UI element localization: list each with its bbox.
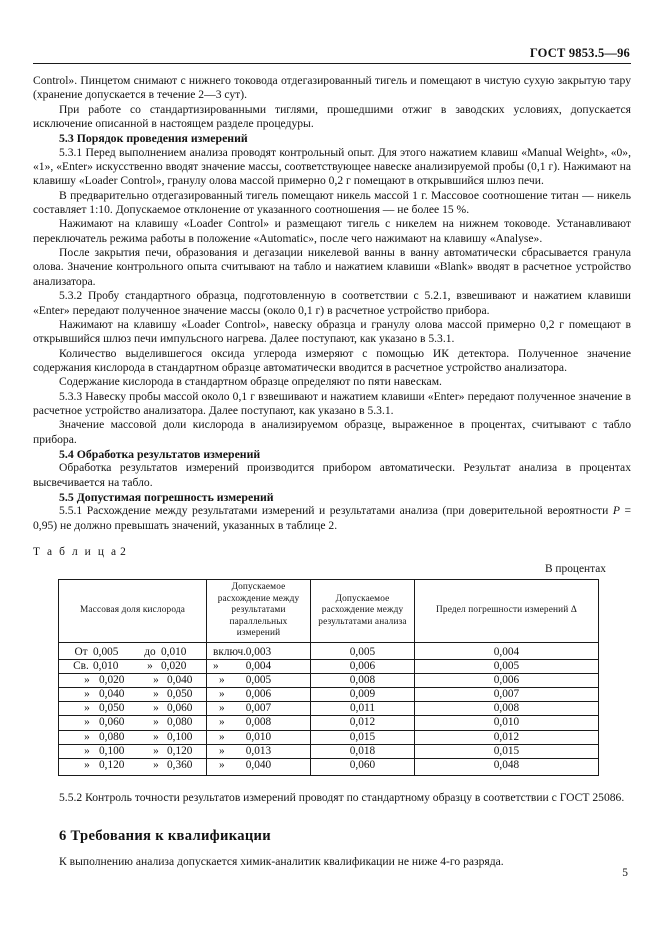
- range-prefix: »: [84, 716, 90, 729]
- column-header-parallel-divergence: Допускаемое расхождение между результатами параллельных измерений: [207, 580, 311, 643]
- paragraph-loader-sample: Нажимают на клавишу «Loader Control», навеску образца и гранулу олова массой примерно 0,2 г помещают в открывшийся шлюз печи импульсного нагрева. Далее поступают, как указано в 5.3.1.: [33, 317, 631, 346]
- cell-mass-fraction-range: [59, 758, 225, 775]
- range-separator: »: [153, 744, 159, 757]
- range-separator: »: [147, 660, 153, 673]
- section-spacer: [33, 805, 631, 826]
- paragraph-mass-fraction-readout: Значение массовой доли кислорода в анализируемом образце, выраженное в процентах, считывают с табло прибора.: [33, 418, 631, 446]
- paragraph-6-body: К выполнению анализа допускается химик-аналитик квалификации не ниже 4-го разряда.: [59, 855, 504, 869]
- range-to: 0,100: [167, 730, 193, 743]
- cell-analysis-divergence: 0,008: [311, 674, 415, 688]
- range-tail: »: [213, 660, 219, 673]
- range-separator: »: [153, 730, 159, 743]
- cell-mass-fraction-range: [59, 716, 225, 730]
- table-caption: [33, 545, 631, 559]
- cell-mass-fraction-range: [59, 642, 246, 659]
- cell-analysis-divergence: 0,006: [311, 660, 415, 674]
- paragraph-5-5-1-text-after: = 0,95) не должно превышать значений, указанных в таблице 2.: [33, 504, 631, 532]
- table-body: [59, 642, 599, 775]
- paragraph-5-3-3: 5.3.3 Навеску пробы массой около 0,1 г взвешивают и нажатием клавиши «Enter» передают полученное значение в расчетное устройство анализатора. Далее поступают, как указано в 5.3.1.: [33, 389, 631, 417]
- range-to: 0,020: [161, 660, 187, 673]
- paragraph-5-5-2: 5.5.2 Контроль точности результатов измерений проводят по стандартному образцу в соответствии с ГОСТ 25086.: [59, 790, 625, 804]
- range-tail: »: [219, 758, 225, 771]
- cell-error-limit: 0,006: [415, 674, 599, 688]
- cell-analysis-divergence: 0,012: [311, 716, 415, 730]
- cell-parallel-divergence: 0,007: [207, 702, 311, 716]
- cell-mass-fraction-range: [59, 744, 225, 758]
- cell-parallel-divergence: 0,013: [207, 744, 311, 758]
- document-body: [33, 74, 631, 870]
- table-row: [59, 642, 599, 659]
- range-separator: »: [153, 674, 159, 687]
- cell-analysis-divergence: 0,015: [311, 730, 415, 744]
- range-tail: »: [219, 688, 225, 701]
- range-prefix: От: [74, 645, 88, 658]
- table-row: [59, 660, 599, 674]
- range-tail: »: [219, 744, 225, 757]
- column-header-analysis-divergence: Допускаемое расхождение между результатами анализа: [311, 580, 415, 643]
- cell-error-limit: 0,004: [415, 642, 599, 659]
- standard-designation: ГОСТ 9853.5—96: [529, 46, 630, 60]
- heading-6: 6 Требования к квалификации: [59, 828, 271, 845]
- paragraph-control-crucible: Control». Пинцетом снимают с нижнего тоководa отдегазированный тигель и помещают в чистую сухую закрытую тару (хранение допускается в течение 2—3 сут).: [33, 74, 631, 102]
- paragraph-nickel-ratio: В предварительно отдегазированный тигель помещают никель массой 1 г. Массовое соотношение титан — никель составляет 1:10. Допускаемое отклонение от указанного соотношения — не более 15 %.: [33, 188, 631, 217]
- page-number: 5: [622, 867, 628, 879]
- table-row: [59, 758, 599, 775]
- cell-parallel-divergence: 0,008: [207, 716, 311, 730]
- cell-error-limit: 0,010: [415, 716, 599, 730]
- cell-parallel-divergence: 0,004: [207, 660, 311, 674]
- section-spacer-after: [33, 846, 631, 855]
- cell-mass-fraction-range: [59, 688, 225, 702]
- paragraph-loader-automatic: Нажимают на клавишу «Loader Control» и размещают тигель с никелем на нижнем тоководе. Устанавливают переключатель режима работы в положение «Automatic», после чего нажимают на клавишу «Analyse».: [33, 217, 631, 245]
- confidence-probability-symbol: P: [612, 504, 620, 518]
- column-header-mass-fraction: Массовая доля кислорода: [59, 580, 207, 643]
- cell-analysis-divergence: 0,018: [311, 744, 415, 758]
- table-row: [59, 688, 599, 702]
- range-to: 0,360: [167, 758, 193, 771]
- paragraph-5-5-1-text-before: 5.5.1 Расхождение между результатами измерений и результатами анализа (при доверительной вероятности: [59, 504, 613, 518]
- column-header-error-limit: Предел погрешности измерений Δ: [415, 580, 599, 643]
- cell-error-limit: 0,012: [415, 730, 599, 744]
- range-prefix: »: [84, 744, 90, 757]
- cell-mass-fraction-range: [59, 702, 225, 716]
- range-from: 0,080: [99, 730, 125, 743]
- cell-analysis-divergence: 0,009: [311, 688, 415, 702]
- range-from: 0,120: [99, 758, 125, 771]
- paragraph-blank-key: После закрытия печи, образования и дегазации никелевой ванны в ванну автоматически сбрасывается гранула олова. Значение контрольного опыта считывают на табло и нажатием клавиши «Blank» вводят в расчетное устройство анализатора.: [33, 246, 631, 288]
- table-row: [59, 744, 599, 758]
- range-from: 0,100: [99, 744, 125, 757]
- range-from: 0,040: [99, 688, 125, 701]
- range-from: 0,005: [93, 645, 119, 658]
- range-tail: »: [219, 674, 225, 687]
- cell-parallel-divergence: 0,005: [207, 674, 311, 688]
- range-separator: до: [144, 645, 156, 658]
- range-to: 0,050: [167, 688, 193, 701]
- paragraph-5-5-1: [33, 504, 631, 533]
- table-row: [59, 674, 599, 688]
- cell-error-limit: 0,005: [415, 660, 599, 674]
- cell-parallel-divergence: 0,040: [207, 758, 311, 775]
- range-prefix: »: [84, 688, 90, 701]
- range-separator: »: [153, 702, 159, 715]
- cell-parallel-divergence: 0,003: [207, 642, 311, 659]
- range-to: 0,010: [161, 645, 187, 658]
- range-from: 0,060: [99, 716, 125, 729]
- heading-5-5: 5.5 Допустимая погрешность измерений: [59, 489, 274, 504]
- cell-mass-fraction-range: [59, 674, 225, 688]
- table-2-block: [33, 545, 631, 776]
- tolerance-table: [58, 579, 599, 776]
- paragraph-five-weights: Содержание кислорода в стандартном образце определяют по пяти навескам.: [59, 375, 442, 389]
- range-prefix: »: [84, 702, 90, 715]
- cell-error-limit: 0,007: [415, 688, 599, 702]
- range-prefix: »: [84, 758, 90, 771]
- range-to: 0,080: [167, 716, 193, 729]
- table-header-row: [59, 580, 599, 643]
- range-prefix: »: [84, 674, 90, 687]
- cell-analysis-divergence: 0,060: [311, 758, 415, 775]
- range-tail: включ.: [213, 645, 246, 658]
- table-row: [59, 702, 599, 716]
- paragraph-ir-detector: Количество выделившегося оксида углерода измеряют с помощью ИК детектора. Полученное значение содержания кислорода в стандартном образце автоматически вводится в расчетное устройство анализатора.: [33, 346, 631, 374]
- cell-analysis-divergence: 0,005: [311, 642, 415, 659]
- paragraph-5-3-1: 5.3.1 Перед выполнением анализа проводят контрольный опыт. Для этого нажатием клавиш «Manual Weight», «0», «1», «Enter» искусственно вводят значение массы, соответствующее навеске анализируемой пробы (0,1 г). Нажимают на клавишу «Loader Control», гранулу олова массой примерно 0,2 г помещают в открывшийся шлюз печи.: [33, 145, 631, 188]
- range-tail: »: [219, 702, 225, 715]
- cell-error-limit: 0,015: [415, 744, 599, 758]
- paragraph-standard-crucibles: При работе со стандартизированными тиглями, прошедшими отжиг в заводских условиях, допускается исключение описанной в настоящем разделе процедуры.: [33, 102, 631, 131]
- heading-5-3: 5.3 Порядок проведения измерений: [59, 131, 248, 146]
- range-prefix: »: [84, 730, 90, 743]
- range-from: 0,050: [99, 702, 125, 715]
- cell-mass-fraction-range: [59, 660, 219, 674]
- cell-error-limit: 0,048: [415, 758, 599, 775]
- range-from: 0,010: [93, 660, 119, 673]
- table-units-note: В процентах: [544, 563, 606, 575]
- table-caption-number: 2: [120, 546, 126, 558]
- paragraph-5-3-2: 5.3.2 Пробу стандартного образца, подготовленную в соответствии с 5.2.1, взвешивают и нажатием клавиши «Enter» передают полученное значение массы (около 0,1 г) в расчетное устройство прибора.: [33, 289, 631, 317]
- range-tail: »: [219, 716, 225, 729]
- running-header: [33, 46, 631, 64]
- range-from: 0,020: [99, 674, 125, 687]
- range-tail: »: [219, 730, 225, 743]
- range-to: 0,120: [167, 744, 193, 757]
- cell-parallel-divergence: 0,006: [207, 688, 311, 702]
- range-separator: »: [153, 716, 159, 729]
- table-row: [59, 716, 599, 730]
- cell-parallel-divergence: 0,010: [207, 730, 311, 744]
- range-separator: »: [153, 758, 159, 771]
- header-divider-rule: [33, 63, 631, 64]
- table-row: [59, 730, 599, 744]
- cell-analysis-divergence: 0,011: [311, 702, 415, 716]
- cell-error-limit: 0,008: [415, 702, 599, 716]
- range-separator: »: [153, 688, 159, 701]
- cell-mass-fraction-range: [59, 730, 225, 744]
- table-caption-label: Т а б л и ц а: [33, 546, 119, 558]
- range-prefix: Св.: [73, 660, 89, 673]
- paragraph-5-4-body: Обработка результатов измерений производится прибором автоматически. Результат анализа в процентах высвечивается на табло.: [33, 461, 631, 489]
- range-to: 0,060: [167, 702, 193, 715]
- range-to: 0,040: [167, 674, 193, 687]
- heading-5-4: 5.4 Обработка результатов измерений: [59, 446, 261, 461]
